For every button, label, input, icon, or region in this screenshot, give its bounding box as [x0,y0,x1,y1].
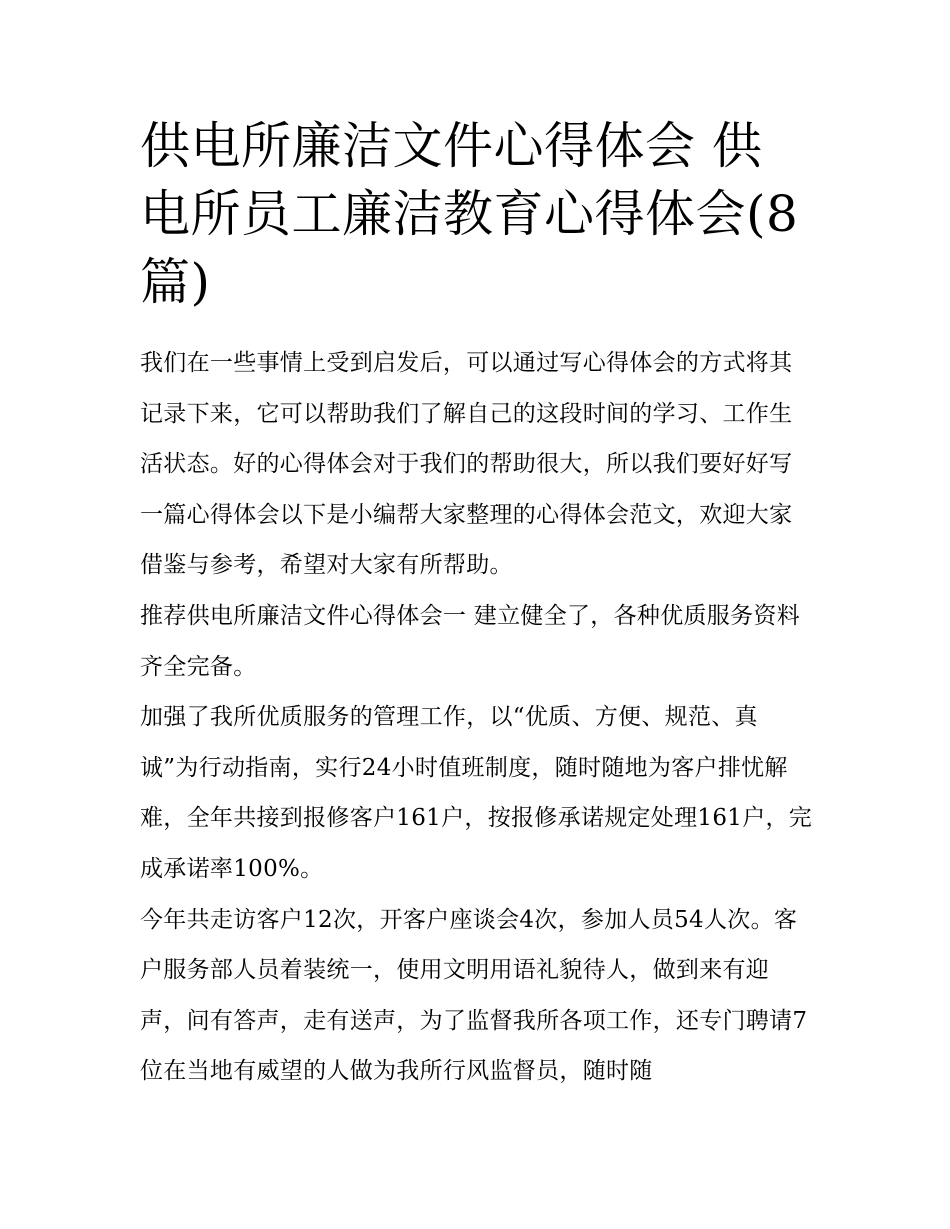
paragraph-service-management: 加强了我所优质服务的管理工作，以“优质、方便、规范、真诚”为行动指南，实行24小时值班制度，随时随地为客户排忧解难，全年共接到报修客户161户，按报修承诺规定处理161户，完成承诺率100%。 [140,704,813,882]
document-body [140,112,820,1097]
paragraph-intro: 我们在一些事情上受到启发后，可以通过写心得体会的方式将其记录下来，它可以帮助我们了解自己的这段时间的学习、工作生活状态。好的心得体会对于我们的帮助很大，所以我们要好好写一篇心得体会以下是小编帮大家整理的心得体会范文，欢迎大家借鉴与参考，希望对大家有所帮助。 [140,350,793,579]
paragraph-section-one: 推荐供电所廉洁文件心得体会一 建立健全了，各种优质服务资料齐全完备。 [140,602,801,680]
paragraph-list [140,338,820,1097]
document-title: 供电所廉洁文件心得体会 供电所员工廉洁教育心得体会(8篇) [140,117,799,311]
paragraph-customer-visits: 今年共走访客户12次，开客户座谈会4次，参加人员54人次。客户服务部人员着装统一，使用文明用语礼貌待人，做到来有迎声，问有答声，走有送声，为了监督我所各项工作，还专门聘请7位在当地有威望的人做为我所行风监督员，随时随 [140,906,808,1085]
